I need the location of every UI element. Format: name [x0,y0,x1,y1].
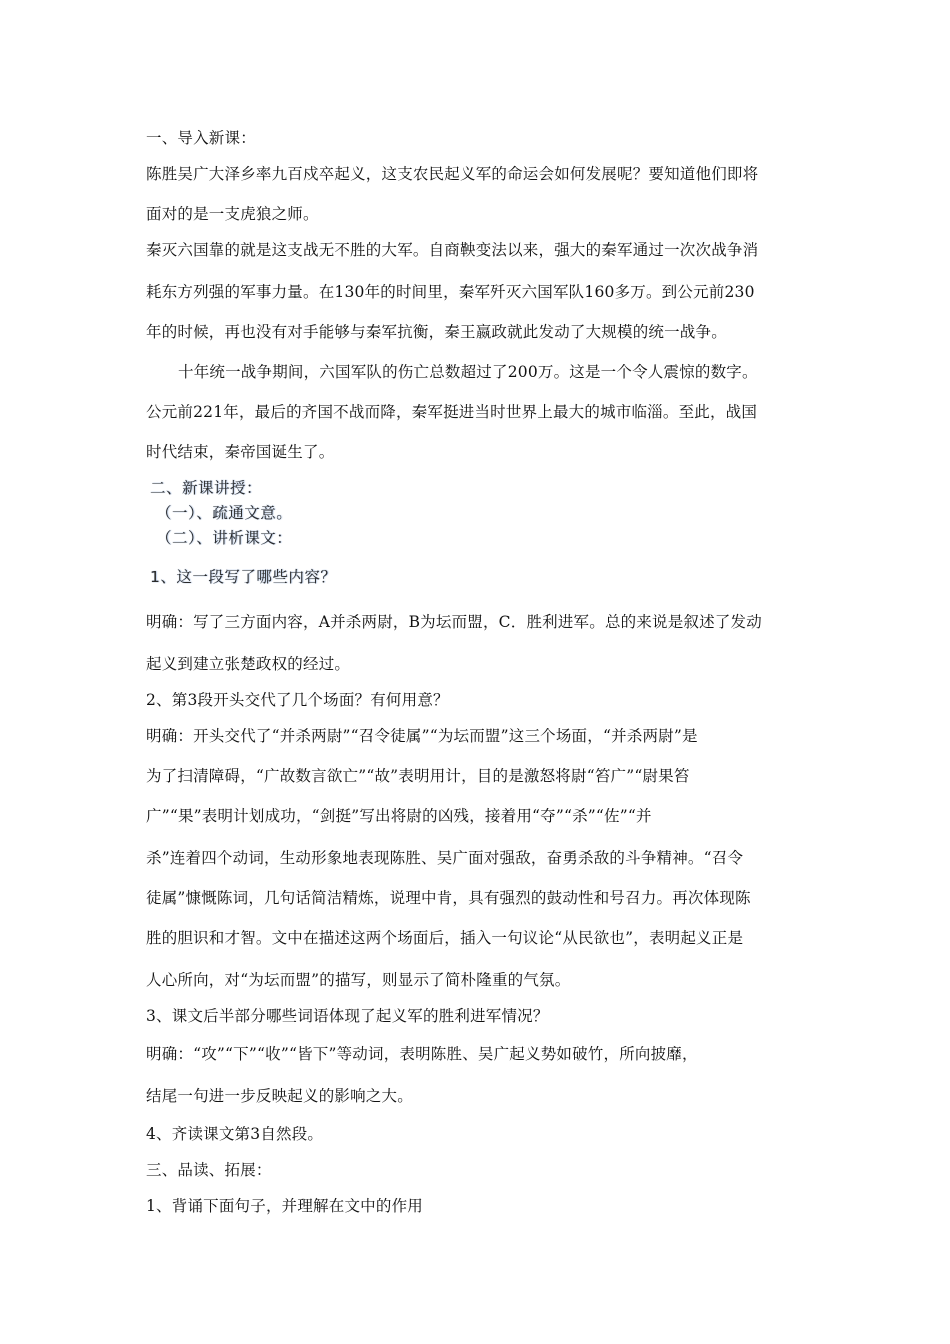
section-heading-new-lesson: 二、新课讲授： [150,479,263,497]
paragraph-line: 1、背诵下面句子，并理解在文中的作用 [146,1197,423,1215]
paragraph-line: 时代结束，秦帝国诞生了。 [146,443,335,461]
subheading-analysis: （二）、讲析课文： [156,529,293,547]
paragraph-line: 十年统一战争期间，六国军队的伤亡总数超过了200万。这是一个令人震惊的数字。 [178,363,758,381]
section-heading-reading: 三、品读、拓展： [146,1161,272,1179]
paragraph-line: 明确：“攻”“下”“收”“皆下”等动词，表明陈胜、吴广起义势如破竹，所向披靡， [146,1045,698,1063]
paragraph-line: 人心所向，对“为坛而盟”的描写，则显示了简朴隆重的气氛。 [146,971,571,989]
paragraph-line: 秦灭六国靠的就是这支战无不胜的大军。自商鞅变法以来，强大的秦军通过一次次战争消 [146,241,759,259]
section-heading-intro: 一、导入新课： [146,129,256,147]
paragraph-line: 为了扫清障碍，“广故数言欲亡”“故”表明用计，目的是激怒将尉“笞广”“尉果笞 [146,767,690,785]
paragraph-line: 杀”连着四个动词，生动形象地表现陈胜、吴广面对强敌，奋勇杀敌的斗争精神。“召令 [146,849,744,867]
subheading-comprehension: （一）、疏通文意。 [156,504,293,522]
paragraph-line: 公元前221年，最后的齐国不战而降，秦军挺进当时世界上最大的城市临淄。至此，战国 [146,403,758,421]
paragraph-line: 广”“果”表明计划成功，“剑挺”写出将尉的凶残，接着用“夺”“杀”“佐”“并 [146,807,652,825]
paragraph-line: 陈胜吴广大泽乡率九百戍卒起义，这支农民起义军的命运会如何发展呢？要知道他们即将 [146,165,759,183]
question-line: 2、第3段开头交代了几个场面？有何用意？ [146,691,449,709]
paragraph-line: 明确：开头交代了“并杀两尉”“召令徒属”“为坛而盟”这三个场面，“并杀两尉”是 [146,727,698,745]
paragraph-line: 年的时候，再也没有对手能够与秦军抗衡，秦王嬴政就此发动了大规模的统一战争。 [146,323,727,341]
question-heading: 1、这一段写了哪些内容？ [150,568,337,586]
paragraph-line: 胜的胆识和才智。文中在描述这两个场面后，插入一句议论“从民欲也”，表明起义正是 [146,929,744,947]
paragraph-line: 起义到建立张楚政权的经过。 [146,655,351,673]
question-line: 3、课文后半部分哪些词语体现了起义军的胜利进军情况？ [146,1007,549,1025]
paragraph-line: 徒属”慷慨陈词，几句话简洁精炼，说理中肯，具有强烈的鼓动性和号召力。再次体现陈 [146,889,751,907]
paragraph-line: 4、齐读课文第3自然段。 [146,1125,324,1143]
paragraph-line: 面对的是一支虎狼之师。 [146,205,319,223]
paragraph-line: 结尾一句进一步反映起义的影响之大。 [146,1087,413,1105]
paragraph-line: 耗东方列强的军事力量。在130年的时间里，秦军歼灭六国军队160多万。到公元前230 [146,283,755,301]
paragraph-line: 明确：写了三方面内容，A并杀两尉，B为坛而盟，C．胜利进军。总的来说是叙述了发动 [146,613,762,631]
